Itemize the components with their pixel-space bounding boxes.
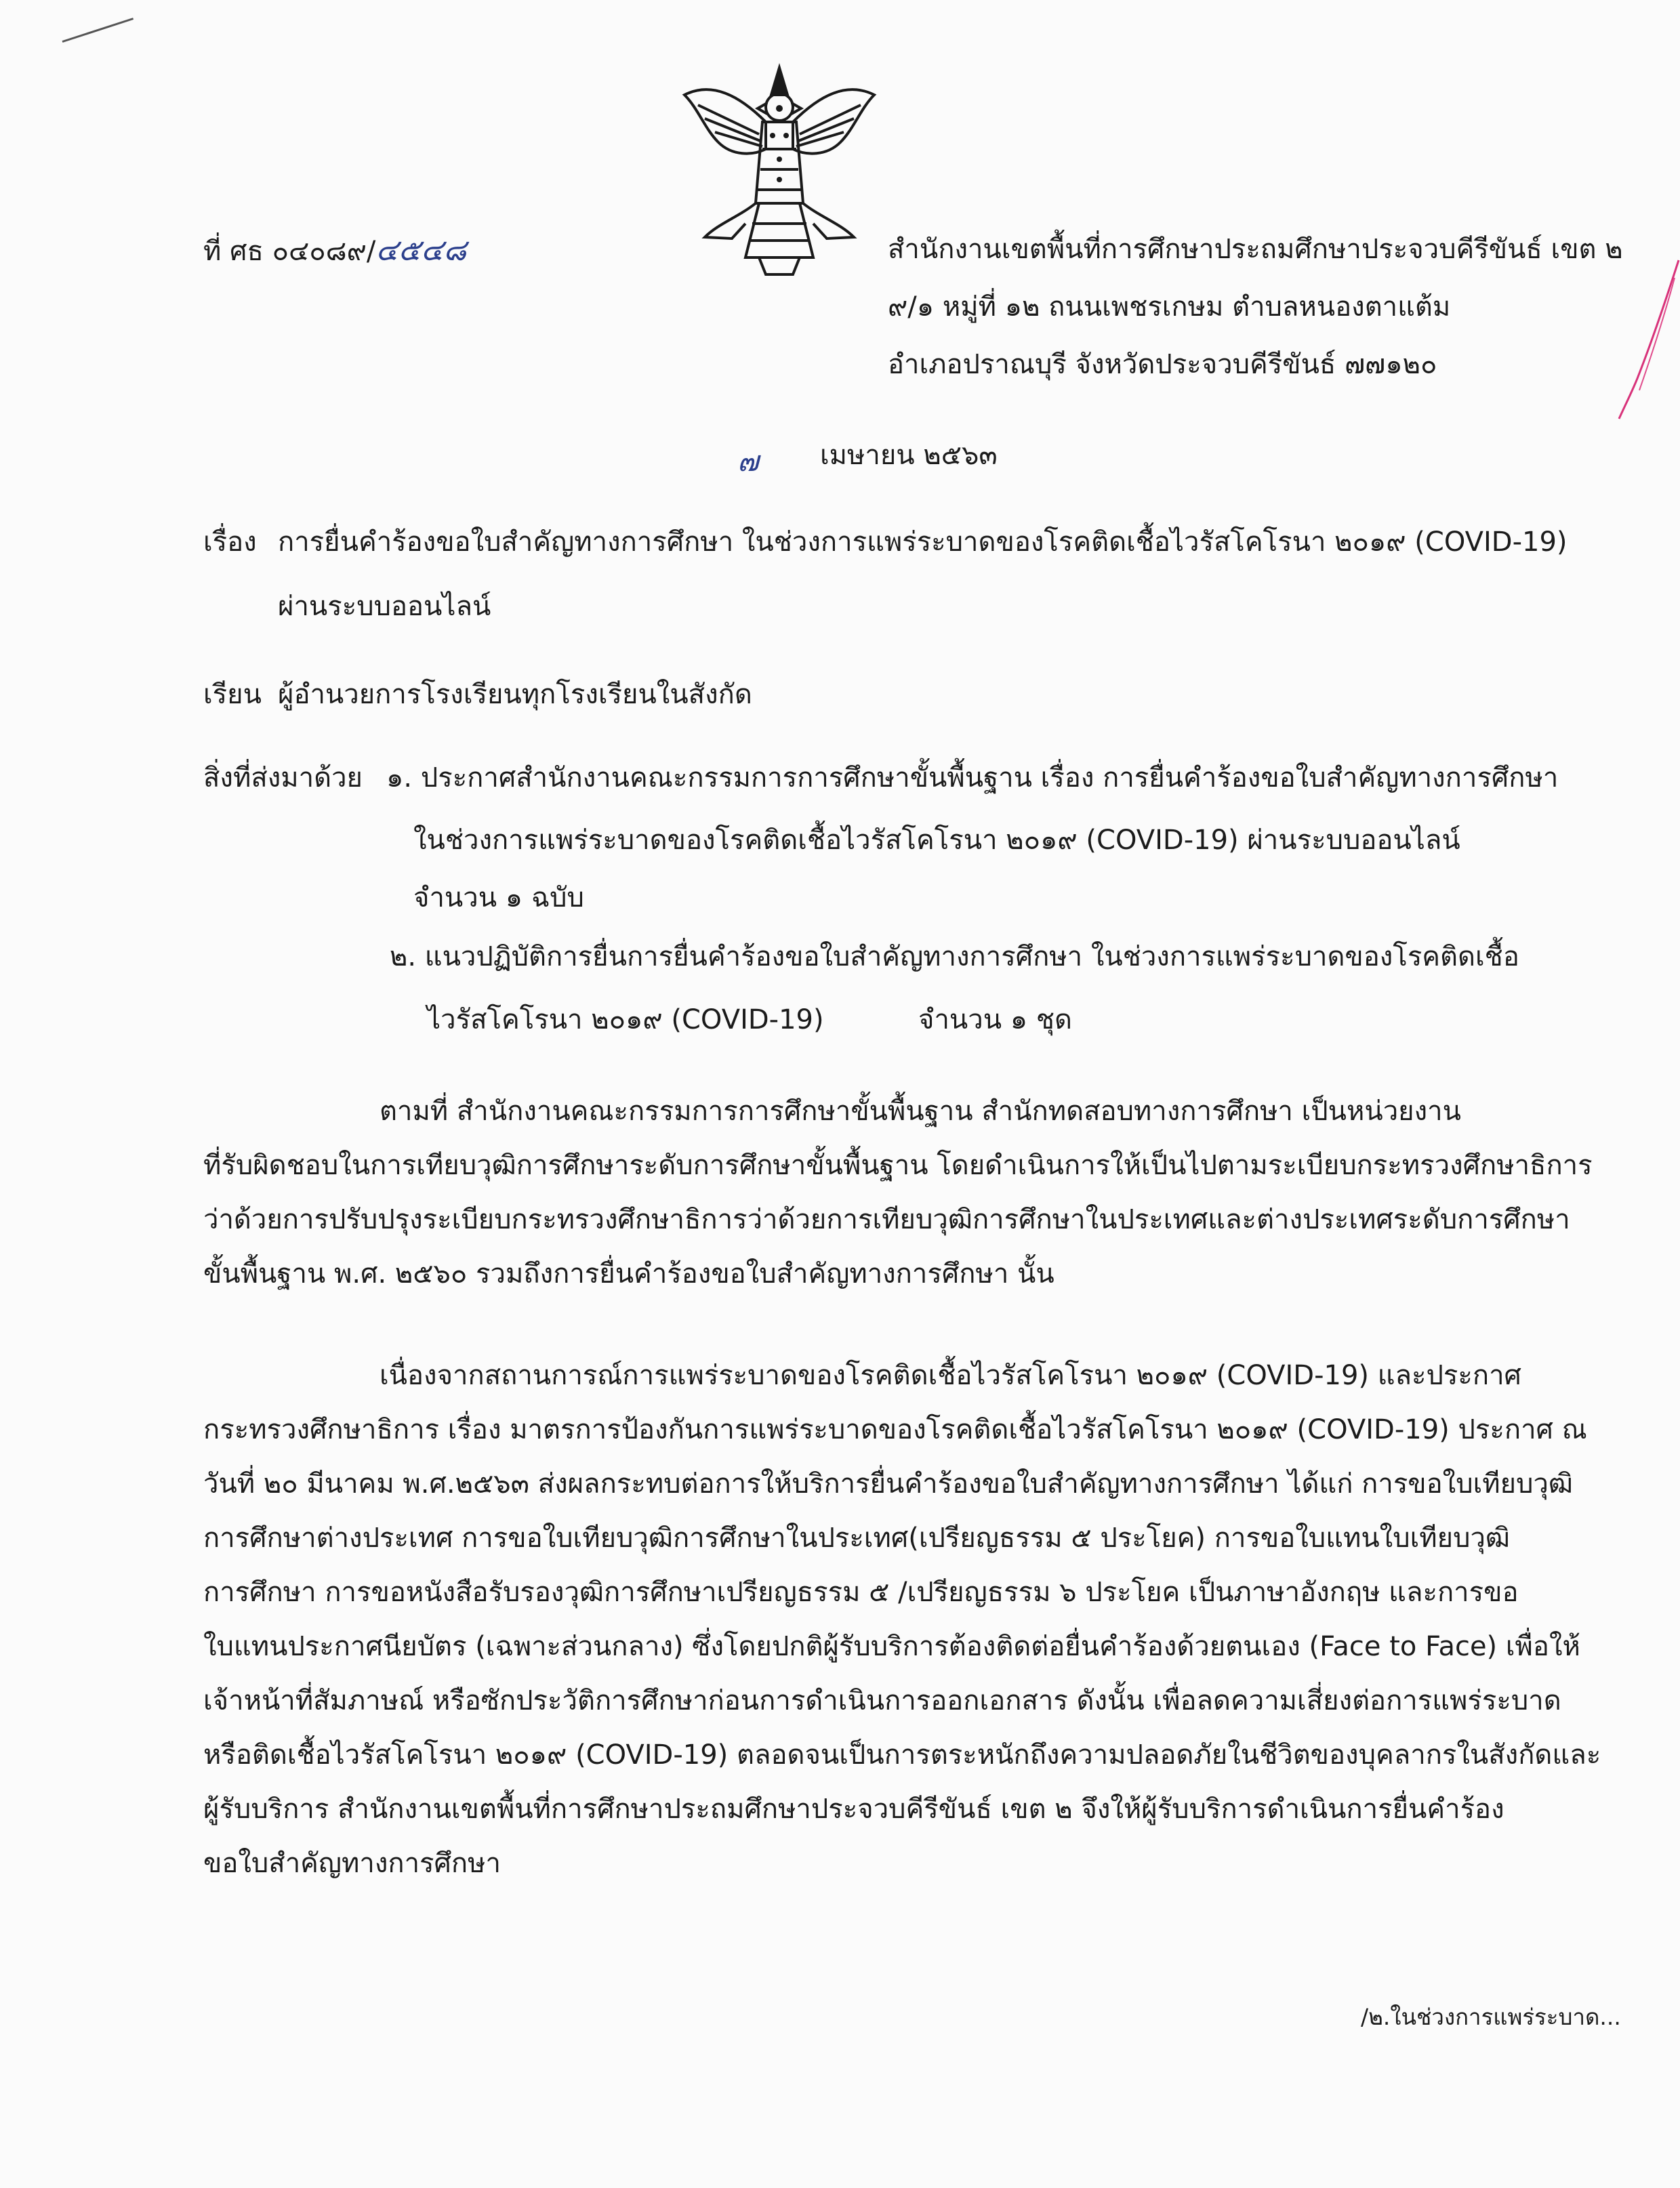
document-reference [203, 233, 467, 268]
subject-line: การยื่นคำร้องขอใบสำคัญทางการศึกษา ในช่วงการแพร่ระบาดของโรคติดเชื้อไวรัสโคโรนา ๒๐๑๙ (COVID-19) [278, 527, 1568, 558]
stray-ink-mark [1599, 257, 1680, 420]
enclosure-item-1-count: จำนวน ๑ ฉบับ [413, 882, 584, 913]
recipient-value: ผู้อำนวยการโรงเรียนทุกโรงเรียนในสังกัด [278, 679, 752, 710]
enclosure-item-2-count: จำนวน ๑ ชุด [918, 1004, 1072, 1035]
recipient-label: เรียน [203, 679, 262, 710]
body-paragraph-2-line: การศึกษาต่างประเทศ การขอใบเทียบวุฒิการศึกษาในประเทศ(เปรียญธรรม ๕ ประโยค) การขอใบแทนใบเทียบวุฒิ [203, 1523, 1511, 1554]
body-paragraph-2-line: การศึกษา การขอหนังสือรับรองวุฒิการศึกษาเปรียญธรรม ๕ /เปรียญธรรม ๖ ประโยค เป็นภาษาอังกฤษ และการขอ [203, 1577, 1519, 1608]
enclosure-item-2-line: ไวรัสโคโรนา ๒๐๑๙ (COVID-19) [427, 1004, 824, 1035]
body-paragraph-2-line: ผู้รับบริการ สำนักงานเขตพื้นที่การศึกษาประถมศึกษาประจวบคีรีขันธ์ เขต ๒ จึงให้ผู้รับบริการดำเนินการยื่นคำร้อง [203, 1794, 1504, 1825]
body-paragraph-1-line: ขั้นพื้นฐาน พ.ศ. ๒๕๖๐ รวมถึงการยื่นคำร้องขอใบสำคัญทางการศึกษา นั้น [203, 1258, 1054, 1289]
body-paragraph-1-line: ว่าด้วยการปรับปรุงระเบียบกระทรวงศึกษาธิการว่าด้วยการเทียบวุฒิการศึกษาในประเทศและต่างประเทศระดับการศึกษา [203, 1204, 1570, 1235]
body-paragraph-2-line: วันที่ ๒๐ มีนาคม พ.ศ.๒๕๖๓ ส่งผลกระทบต่อการให้บริการยื่นคำร้องขอใบสำคัญทางการศึกษา ได้แก่ การขอใบเทียบวุฒิ [203, 1468, 1574, 1500]
office-district: อำเภอปราณบุรี จังหวัดประจวบคีรีขันธ์ ๗๗๑๒๐ [888, 349, 1437, 380]
enclosure-item-2: ๒. แนวปฏิบัติการยื่นการยื่นคำร้องขอใบสำคัญทางการศึกษา ในช่วงการแพร่ระบาดของโรคติดเชื้อ [390, 941, 1519, 972]
body-paragraph-2-line: เนื่องจากสถานการณ์การแพร่ระบาดของโรคติดเชื้อไวรัสโคโรนา ๒๐๑๙ (COVID-19) และประกาศ [380, 1360, 1521, 1391]
office-address: ๙/๑ หมู่ที่ ๑๒ ถนนเพชรเกษม ตำบลหนองตาแต้ม [888, 291, 1451, 323]
body-paragraph-1-line: ที่รับผิดชอบในการเทียบวุฒิการศึกษาระดับการศึกษาขั้นพื้นฐาน โดยดำเนินการให้เป็นไปตามระเบียบกระทรวงศึกษาธิการ [203, 1150, 1593, 1181]
enclosures-label: สิ่งที่ส่งมาด้วย [203, 762, 363, 793]
subject-line: ผ่านระบบออนไลน์ [278, 591, 491, 622]
reference-number-handwritten: ๔๕๔๘ [375, 233, 467, 268]
garuda-emblem [678, 54, 881, 278]
enclosure-item-1: ๑. ประกาศสำนักงานคณะกรรมการการศึกษาขั้นพื้นฐาน เรื่อง การยื่นคำร้องขอใบสำคัญทางการศึกษา [386, 762, 1559, 793]
continuation-note: /๒.ในช่วงการแพร่ระบาด... [1361, 2004, 1621, 2030]
body-paragraph-2-line: เจ้าหน้าที่สัมภาษณ์ หรือซักประวัติการศึกษาก่อนการดำเนินการออกเอกสาร ดังนั้น เพื่อลดความเสี่ยงต่อการแพร่ระบาด [203, 1685, 1561, 1716]
enclosure-item-1-line: ในช่วงการแพร่ระบาดของโรคติดเชื้อไวรัสโคโรนา ๒๐๑๙ (COVID-19) ผ่านระบบออนไลน์ [413, 825, 1460, 856]
office-name: สำนักงานเขตพื้นที่การศึกษาประถมศึกษาประจวบคีรีขันธ์ เขต ๒ [888, 234, 1623, 265]
subject-label: เรื่อง [203, 527, 257, 558]
body-paragraph-2-line: หรือติดเชื้อไวรัสโคโรนา ๒๐๑๙ (COVID-19) ตลอดจนเป็นการตระหนักถึงความปลอดภัยในชีวิตของบุคลากรในสังกัดและ [203, 1739, 1601, 1771]
date-month-year: เมษายน ๒๕๖๓ [820, 440, 998, 471]
stray-pen-mark [62, 18, 134, 43]
date-day-handwritten: ๗ [737, 445, 759, 478]
body-paragraph-2-line: กระทรวงศึกษาธิการ เรื่อง มาตรการป้องกันการแพร่ระบาดของโรคติดเชื้อไวรัสโคโรนา ๒๐๑๙ (COVID-19) ประกาศ ณ [203, 1414, 1587, 1445]
reference-prefix: ที่ ศธ ๐๔๐๘๙/ [203, 236, 376, 267]
body-paragraph-2-line: ใบแทนประกาศนียบัตร (เฉพาะส่วนกลาง) ซึ่งโดยปกติผู้รับบริการต้องติดต่อยื่นคำร้องด้วยตนเอง (Face to Face) เพื่อให้ [203, 1631, 1580, 1662]
body-paragraph-2-line: ขอใบสำคัญทางการศึกษา [203, 1848, 501, 1879]
body-paragraph-1-line: ตามที่ สำนักงานคณะกรรมการการศึกษาขั้นพื้นฐาน สำนักทดสอบทางการศึกษา เป็นหน่วยงาน [380, 1096, 1461, 1127]
